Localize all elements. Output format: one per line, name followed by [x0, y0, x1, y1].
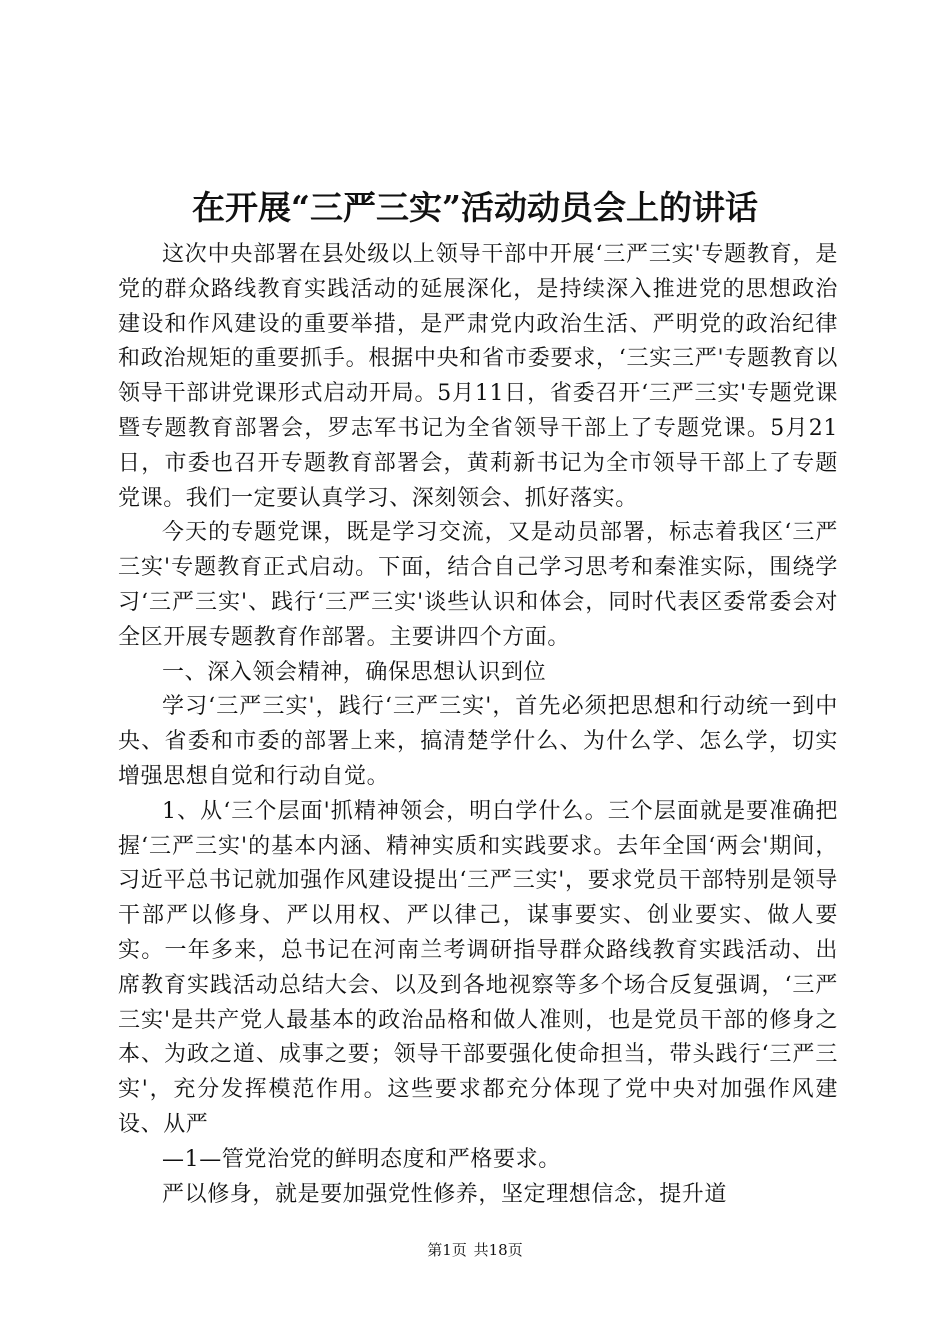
paragraph: 学习‘三严三实'，践行‘三严三实'，首先必须把思想和行动统一到中央、省委和市委的部署上来，搞清楚学什么、为什么学、怎么学，切实增强思想自觉和行动自觉。: [118, 694, 838, 789]
page-number: 第1页: [427, 1241, 467, 1259]
page-footer: [0, 1240, 950, 1260]
paragraph: 1、从‘三个层面'抓精神领会，明白学什么。三个层面就是要准确把握‘三严三实'的基本内涵、精神实质和实践要求。去年全国‘两会'期间，习近平总书记就加强作风建设提出‘三严三实'，要求党员干部特别是领导干部严以修身、严以用权、严以律己，谋事要实、创业要实、做人要实。一年多来，总书记在河南兰考调研指导群众路线教育实践活动、出席教育实践活动总结大会、以及到各地视察等多个场合反复强调，‘三严三实'是共产党人最基本的政治品格和做人准则，也是党员干部的修身之本、为政之道、成事之要；领导干部要强化使命担当，带头践行‘三严三实'，充分发挥模范作用。这些要求都充分体现了党中央对加强作风建设、从严: [118, 798, 838, 1137]
paragraph: 这次中央部署在县处级以上领导干部中开展‘三严三实'专题教育，是党的群众路线教育实践活动的延展深化，是持续深入推进党的思想政治建设和作风建设的重要举措，是严肃党内政治生活、严明党的政治纪律和政治规矩的重要抓手。根据中央和省市委要求，‘三实三严'专题教育以领导干部讲党课形式启动开局。5月11日，省委召开‘三严三实'专题党课暨专题教育部署会，罗志军书记为全省领导干部上了专题党课。5月21日，市委也召开专题教育部署会，黄莉新书记为全市领导干部上了专题党课。我们一定要认真学习、深刻领会、抓好落实。: [118, 242, 838, 511]
document-title: 在开展“三严三实”活动动员会上的讲话: [192, 188, 758, 227]
paragraph: 今天的专题党课，既是学习交流，又是动员部署，标志着我区‘三严三实'专题教育正式启动。下面，结合自己学习思考和秦淮实际，围绕学习‘三严三实'、践行‘三严三实'谈些认识和体会，同时代表区委常委会对全区开展专题教育作部署。主要讲四个方面。: [118, 520, 838, 650]
page-total: 共18页: [473, 1241, 523, 1259]
paragraph: 严以修身，就是要加强党性修养，坚定理想信念，提升道: [162, 1181, 728, 1207]
section-heading: 一、深入领会精神，确保思想认识到位: [162, 659, 547, 685]
document-body: [118, 238, 838, 1212]
paragraph: —1—管党治党的鲜明态度和严格要求。: [162, 1146, 561, 1172]
